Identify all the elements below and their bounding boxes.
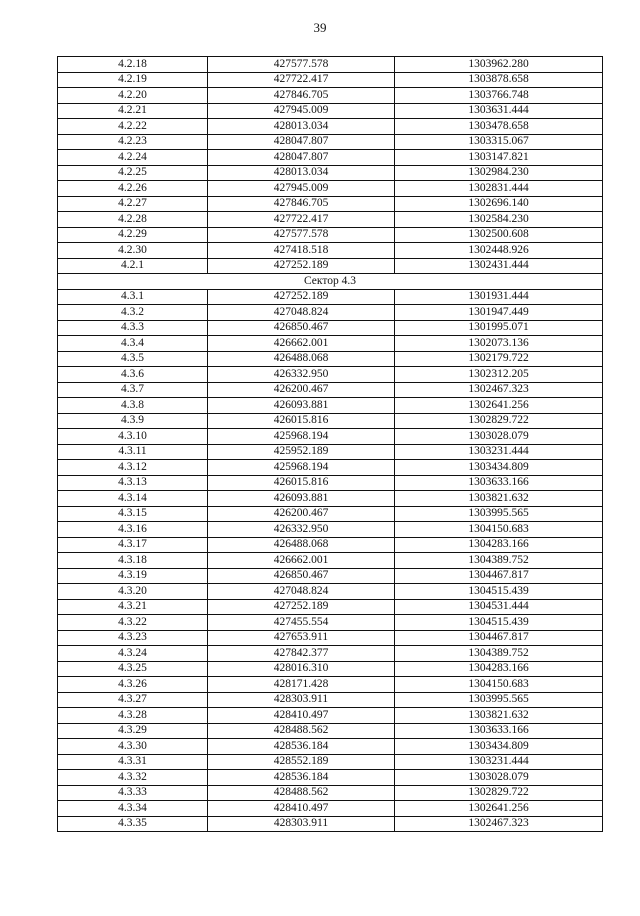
y-coordinate-cell: 1303478.658 — [395, 119, 603, 135]
y-coordinate-cell: 1302829.722 — [395, 785, 603, 801]
x-coordinate-cell: 427846.705 — [208, 88, 395, 104]
table-row — [58, 150, 603, 166]
x-coordinate-cell: 426200.467 — [208, 506, 395, 522]
point-number-cell: 4.3.15 — [58, 506, 208, 522]
point-number-cell: 4.3.24 — [58, 646, 208, 662]
point-number-cell: 4.3.12 — [58, 460, 208, 476]
y-coordinate-cell: 1303434.809 — [395, 460, 603, 476]
point-number-cell: 4.2.21 — [58, 103, 208, 119]
x-coordinate-cell: 428013.034 — [208, 165, 395, 181]
table-row — [58, 336, 603, 352]
x-coordinate-cell: 426332.950 — [208, 522, 395, 538]
x-coordinate-cell: 428410.497 — [208, 708, 395, 724]
y-coordinate-cell: 1303315.067 — [395, 134, 603, 150]
y-coordinate-cell: 1301931.444 — [395, 289, 603, 305]
y-coordinate-cell: 1304467.817 — [395, 568, 603, 584]
y-coordinate-cell: 1302467.323 — [395, 382, 603, 398]
y-coordinate-cell: 1302179.722 — [395, 351, 603, 367]
y-coordinate-cell: 1302073.136 — [395, 336, 603, 352]
y-coordinate-cell: 1304283.166 — [395, 537, 603, 553]
x-coordinate-cell: 427252.189 — [208, 258, 395, 274]
y-coordinate-cell: 1302984.230 — [395, 165, 603, 181]
table-row — [58, 119, 603, 135]
x-coordinate-cell: 425968.194 — [208, 460, 395, 476]
point-number-cell: 4.3.35 — [58, 816, 208, 832]
y-coordinate-cell: 1303633.166 — [395, 475, 603, 491]
y-coordinate-cell: 1302641.256 — [395, 801, 603, 817]
table-row — [58, 646, 603, 662]
y-coordinate-cell: 1303231.444 — [395, 444, 603, 460]
x-coordinate-cell: 425968.194 — [208, 429, 395, 445]
x-coordinate-cell: 427252.189 — [208, 289, 395, 305]
point-number-cell: 4.3.33 — [58, 785, 208, 801]
point-number-cell: 4.2.18 — [58, 57, 208, 73]
y-coordinate-cell: 1303633.166 — [395, 723, 603, 739]
section-header: Сектор 4.3 — [58, 274, 603, 290]
point-number-cell: 4.3.32 — [58, 770, 208, 786]
y-coordinate-cell: 1302831.444 — [395, 181, 603, 197]
section-header-row — [58, 274, 603, 290]
table-row — [58, 553, 603, 569]
x-coordinate-cell: 427577.578 — [208, 57, 395, 73]
x-coordinate-cell: 426200.467 — [208, 382, 395, 398]
y-coordinate-cell: 1303028.079 — [395, 770, 603, 786]
table-row — [58, 770, 603, 786]
table-row — [58, 630, 603, 646]
point-number-cell: 4.3.25 — [58, 661, 208, 677]
x-coordinate-cell: 427577.578 — [208, 227, 395, 243]
y-coordinate-cell: 1303962.280 — [395, 57, 603, 73]
x-coordinate-cell: 428410.497 — [208, 801, 395, 817]
table-row — [58, 103, 603, 119]
x-coordinate-cell: 427722.417 — [208, 72, 395, 88]
y-coordinate-cell: 1302696.140 — [395, 196, 603, 212]
point-number-cell: 4.3.28 — [58, 708, 208, 724]
table-row — [58, 677, 603, 693]
table-row — [58, 708, 603, 724]
x-coordinate-cell: 426850.467 — [208, 320, 395, 336]
y-coordinate-cell: 1303766.748 — [395, 88, 603, 104]
x-coordinate-cell: 427722.417 — [208, 212, 395, 228]
y-coordinate-cell: 1303147.821 — [395, 150, 603, 166]
y-coordinate-cell: 1302448.926 — [395, 243, 603, 259]
point-number-cell: 4.3.29 — [58, 723, 208, 739]
table-row — [58, 289, 603, 305]
y-coordinate-cell: 1301947.449 — [395, 305, 603, 321]
x-coordinate-cell: 427048.824 — [208, 305, 395, 321]
table-row — [58, 88, 603, 104]
table-row — [58, 692, 603, 708]
x-coordinate-cell: 426488.068 — [208, 351, 395, 367]
table-row — [58, 801, 603, 817]
point-number-cell: 4.3.22 — [58, 615, 208, 631]
point-number-cell: 4.3.3 — [58, 320, 208, 336]
x-coordinate-cell: 428303.911 — [208, 816, 395, 832]
x-coordinate-cell: 426015.816 — [208, 413, 395, 429]
y-coordinate-cell: 1304467.817 — [395, 630, 603, 646]
table-row — [58, 382, 603, 398]
point-number-cell: 4.2.29 — [58, 227, 208, 243]
x-coordinate-cell: 427418.518 — [208, 243, 395, 259]
point-number-cell: 4.3.17 — [58, 537, 208, 553]
point-number-cell: 4.3.19 — [58, 568, 208, 584]
table-row — [58, 584, 603, 600]
coordinates-table — [57, 56, 603, 832]
table-row — [58, 475, 603, 491]
table-row — [58, 181, 603, 197]
y-coordinate-cell: 1303995.565 — [395, 692, 603, 708]
coordinates-table-body — [58, 57, 603, 832]
table-row — [58, 367, 603, 383]
x-coordinate-cell: 427945.009 — [208, 103, 395, 119]
table-row — [58, 537, 603, 553]
table-row — [58, 599, 603, 615]
y-coordinate-cell: 1304389.752 — [395, 646, 603, 662]
point-number-cell: 4.3.8 — [58, 398, 208, 414]
table-row — [58, 491, 603, 507]
y-coordinate-cell: 1303434.809 — [395, 739, 603, 755]
point-number-cell: 4.2.1 — [58, 258, 208, 274]
y-coordinate-cell: 1303631.444 — [395, 103, 603, 119]
point-number-cell: 4.3.5 — [58, 351, 208, 367]
table-row — [58, 568, 603, 584]
point-number-cell: 4.2.22 — [58, 119, 208, 135]
y-coordinate-cell: 1303995.565 — [395, 506, 603, 522]
point-number-cell: 4.3.18 — [58, 553, 208, 569]
table-row — [58, 460, 603, 476]
point-number-cell: 4.3.31 — [58, 754, 208, 770]
x-coordinate-cell: 428016.310 — [208, 661, 395, 677]
x-coordinate-cell: 425952.189 — [208, 444, 395, 460]
point-number-cell: 4.3.16 — [58, 522, 208, 538]
table-row — [58, 754, 603, 770]
point-number-cell: 4.3.21 — [58, 599, 208, 615]
x-coordinate-cell: 426093.881 — [208, 398, 395, 414]
x-coordinate-cell: 428303.911 — [208, 692, 395, 708]
table-row — [58, 212, 603, 228]
y-coordinate-cell: 1304515.439 — [395, 615, 603, 631]
y-coordinate-cell: 1302500.608 — [395, 227, 603, 243]
y-coordinate-cell: 1301995.071 — [395, 320, 603, 336]
point-number-cell: 4.3.4 — [58, 336, 208, 352]
y-coordinate-cell: 1303028.079 — [395, 429, 603, 445]
point-number-cell: 4.3.10 — [58, 429, 208, 445]
x-coordinate-cell: 428488.562 — [208, 723, 395, 739]
x-coordinate-cell: 426332.950 — [208, 367, 395, 383]
x-coordinate-cell: 428171.428 — [208, 677, 395, 693]
table-row — [58, 506, 603, 522]
table-row — [58, 258, 603, 274]
x-coordinate-cell: 427653.911 — [208, 630, 395, 646]
table-row — [58, 413, 603, 429]
y-coordinate-cell: 1303821.632 — [395, 708, 603, 724]
x-coordinate-cell: 428536.184 — [208, 739, 395, 755]
table-row — [58, 57, 603, 73]
x-coordinate-cell: 427252.189 — [208, 599, 395, 615]
table-row — [58, 522, 603, 538]
table-row — [58, 134, 603, 150]
point-number-cell: 4.2.30 — [58, 243, 208, 259]
table-row — [58, 723, 603, 739]
table-row — [58, 785, 603, 801]
point-number-cell: 4.3.11 — [58, 444, 208, 460]
y-coordinate-cell: 1304389.752 — [395, 553, 603, 569]
point-number-cell: 4.2.25 — [58, 165, 208, 181]
point-number-cell: 4.3.13 — [58, 475, 208, 491]
table-row — [58, 351, 603, 367]
y-coordinate-cell: 1304531.444 — [395, 599, 603, 615]
x-coordinate-cell: 426488.068 — [208, 537, 395, 553]
table-row — [58, 320, 603, 336]
x-coordinate-cell: 427846.705 — [208, 196, 395, 212]
point-number-cell: 4.2.27 — [58, 196, 208, 212]
y-coordinate-cell: 1303821.632 — [395, 491, 603, 507]
x-coordinate-cell: 427455.554 — [208, 615, 395, 631]
table-row — [58, 305, 603, 321]
x-coordinate-cell: 428488.562 — [208, 785, 395, 801]
table-row — [58, 398, 603, 414]
point-number-cell: 4.3.26 — [58, 677, 208, 693]
table-row — [58, 661, 603, 677]
y-coordinate-cell: 1304515.439 — [395, 584, 603, 600]
x-coordinate-cell: 426662.001 — [208, 553, 395, 569]
table-row — [58, 429, 603, 445]
y-coordinate-cell: 1302431.444 — [395, 258, 603, 274]
y-coordinate-cell: 1304150.683 — [395, 677, 603, 693]
y-coordinate-cell: 1302829.722 — [395, 413, 603, 429]
table-row — [58, 243, 603, 259]
y-coordinate-cell: 1303878.658 — [395, 72, 603, 88]
y-coordinate-cell: 1302641.256 — [395, 398, 603, 414]
x-coordinate-cell: 426015.816 — [208, 475, 395, 491]
point-number-cell: 4.2.24 — [58, 150, 208, 166]
x-coordinate-cell: 427048.824 — [208, 584, 395, 600]
y-coordinate-cell: 1303231.444 — [395, 754, 603, 770]
y-coordinate-cell: 1304150.683 — [395, 522, 603, 538]
x-coordinate-cell: 428536.184 — [208, 770, 395, 786]
page-number: 39 — [313, 20, 327, 35]
point-number-cell: 4.3.34 — [58, 801, 208, 817]
table-row — [58, 739, 603, 755]
point-number-cell: 4.3.27 — [58, 692, 208, 708]
y-coordinate-cell: 1302584.230 — [395, 212, 603, 228]
table-row — [58, 816, 603, 832]
table-row — [58, 72, 603, 88]
x-coordinate-cell: 426662.001 — [208, 336, 395, 352]
point-number-cell: 4.2.28 — [58, 212, 208, 228]
point-number-cell: 4.2.26 — [58, 181, 208, 197]
table-row — [58, 196, 603, 212]
point-number-cell: 4.3.9 — [58, 413, 208, 429]
point-number-cell: 4.3.20 — [58, 584, 208, 600]
point-number-cell: 4.3.30 — [58, 739, 208, 755]
point-number-cell: 4.2.20 — [58, 88, 208, 104]
point-number-cell: 4.3.14 — [58, 491, 208, 507]
y-coordinate-cell: 1302467.323 — [395, 816, 603, 832]
x-coordinate-cell: 428047.807 — [208, 150, 395, 166]
point-number-cell: 4.3.2 — [58, 305, 208, 321]
x-coordinate-cell: 428047.807 — [208, 134, 395, 150]
x-coordinate-cell: 428013.034 — [208, 119, 395, 135]
table-row — [58, 444, 603, 460]
x-coordinate-cell: 427842.377 — [208, 646, 395, 662]
point-number-cell: 4.3.7 — [58, 382, 208, 398]
point-number-cell: 4.2.23 — [58, 134, 208, 150]
x-coordinate-cell: 427945.009 — [208, 181, 395, 197]
point-number-cell: 4.3.6 — [58, 367, 208, 383]
table-row — [58, 615, 603, 631]
x-coordinate-cell: 428552.189 — [208, 754, 395, 770]
table-row — [58, 227, 603, 243]
x-coordinate-cell: 426093.881 — [208, 491, 395, 507]
point-number-cell: 4.2.19 — [58, 72, 208, 88]
point-number-cell: 4.3.1 — [58, 289, 208, 305]
y-coordinate-cell: 1304283.166 — [395, 661, 603, 677]
table-row — [58, 165, 603, 181]
x-coordinate-cell: 426850.467 — [208, 568, 395, 584]
y-coordinate-cell: 1302312.205 — [395, 367, 603, 383]
point-number-cell: 4.3.23 — [58, 630, 208, 646]
